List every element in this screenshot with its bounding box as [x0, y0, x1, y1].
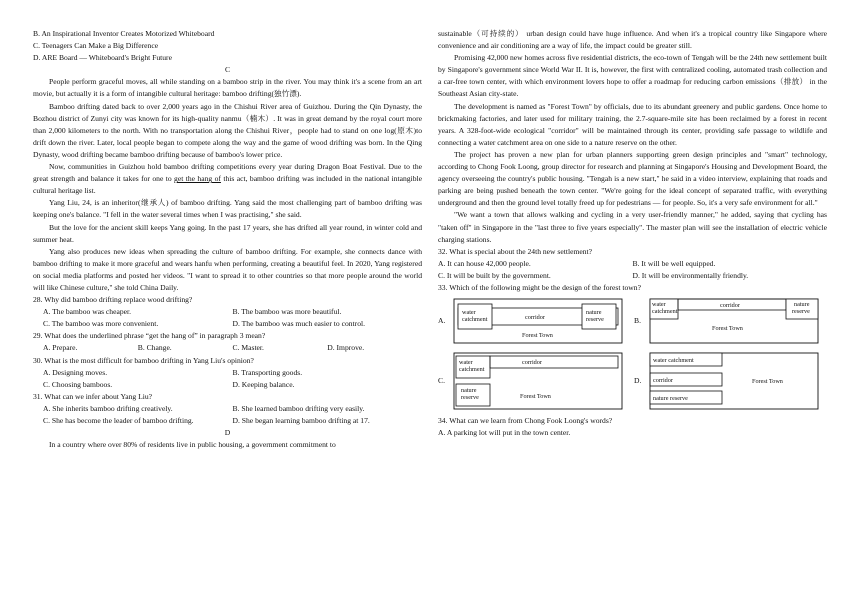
question-29: 29. What does the underlined phrase “get the hang of” in paragraph 3 mean? [33, 331, 266, 341]
left-column [33, 28, 422, 451]
diagram-a-letter: A. [438, 316, 446, 326]
q32-option-a[interactable]: A. It can house 42,000 people. [438, 258, 531, 268]
q30-option-a[interactable]: A. Designing moves. [43, 367, 108, 377]
q28-option-c[interactable]: C. The bamboo was more convenient. [43, 319, 159, 329]
diagram-c-water-label-2: catchment [459, 366, 485, 374]
diagram-b-forest-label: Forest Town [712, 325, 743, 333]
diagram-a-forest-label: Forest Town [522, 332, 553, 340]
passage-d-paragraph-2: Promising 42,000 new homes across five residential districts, the eco-town of Tengah will be the 24th new settlement built by Singapore's government since World War II. It is, however, the first with centralized cooling, automated trash collection and a car-free town center, with which environment lovers hope to offer a roadmap for reducing carbon emissions（排放） in the Southeast Asian city-state. [438, 53, 827, 99]
diagram-d-nature-label: nature reserve [653, 395, 688, 403]
diagram-c-corridor-label: corridor [522, 359, 542, 367]
diagram-b-water-label-1: water [652, 301, 666, 309]
q30-option-b[interactable]: B. Transporting goods. [232, 367, 303, 377]
q30-option-c[interactable]: C. Choosing bamboos. [43, 379, 113, 389]
diagram-b-map [648, 297, 820, 345]
section-d-heading: D [224, 428, 231, 438]
passage-d-paragraph-4: The project has proven a new plan for urban planners supporting green design principles and "smart" technology, according to Chong Fook Loong, group director for research and planning at Singapore's Housing and Development Board, the agency overseeing the country's public housing. "Tengah is a new start," he said in a video interview, explaining that roads and parking are being pushed beneath the town center. "We're going for the ideal concept of separated traffic, with everything underground and then the ground level totally freed up for pedestrians — for people. So, it's a very safe environment for all." [438, 149, 827, 208]
q29-option-b[interactable]: B. Change. [137, 343, 172, 353]
diagram-b-corridor-label: corridor [720, 302, 740, 310]
diagram-c-water-label-1: water [459, 359, 473, 367]
passage-c-paragraph-4: Yang Liu, 24, is an inheritor(继承人) of bamboo drifting. Yang said the most challenging part of bamboo drifting was keeping one's balance. "I fell in the water several times when I was practising," she said. [33, 198, 422, 220]
diagram-d-corridor-label: corridor [653, 377, 673, 385]
diagram-a-corridor-label: corridor [525, 314, 545, 322]
diagram-option-a[interactable] [438, 297, 626, 345]
question-29-options [33, 342, 422, 354]
diagram-d-forest-label: Forest Town [752, 378, 783, 386]
previous-option-b: B. An Inspirational Inventor Creates Motorized Whiteboard [33, 29, 215, 38]
passage-c-paragraph-1: People perform graceful moves, all while standing on a bamboo strip in the river. You may think it's a scene from an art movie, but actually it is a form of intangible cultural heritage: bamboo drifting(独竹漂). [33, 77, 422, 99]
question-28: 28. Why did bamboo drifting replace wood drifting? [33, 295, 193, 305]
passage-d-paragraph-1: In a country where over 80% of residents live in public housing, a government commitment to [49, 440, 336, 450]
question-28-options [33, 306, 422, 330]
q31-option-a[interactable]: A. She inherits bamboo drifting creatively. [43, 403, 173, 413]
underlined-phrase: get the hang of [174, 174, 221, 184]
diagram-option-b[interactable] [634, 297, 822, 345]
q28-option-d[interactable]: D. The bamboo was much easier to control. [232, 319, 366, 329]
diagram-c-forest-label: Forest Town [520, 393, 551, 401]
q32-option-d[interactable]: D. It will be environmentally friendly. [632, 270, 749, 280]
q31-option-b[interactable]: B. She learned bamboo drifting very easily. [232, 403, 365, 413]
passage-c-paragraph-5: But the love for the ancient skill keeps Yang going. In the past 17 years, she has drifted all year round, in winter cold and summer heat. [33, 222, 422, 244]
diagram-b-nature-label-2: reserve [792, 308, 810, 316]
passage-c-paragraph-3 [33, 161, 422, 197]
diagram-b-nature-label-1: nature [794, 301, 810, 309]
diagram-c-nature-label-1: nature [461, 387, 477, 395]
section-c-heading: C [224, 65, 231, 75]
diagram-d-letter: D. [634, 376, 642, 386]
passage-d-paragraph-1-continued: sustainable（可持续的） urban design could have huge influence. And when it's a tropical country like Singapore where convenience and air conditioning are a way of life, the impact could be greater still. [438, 29, 827, 51]
question-31: 31. What can we infer about Yang Liu? [33, 391, 153, 401]
diagram-c-nature-label-2: reserve [461, 394, 479, 402]
question-32: 32. What is special about the 24th new settlement? [438, 246, 593, 256]
q29-option-a[interactable]: A. Prepare. [43, 343, 78, 353]
paragraph-3-text-a: Now, communities in Guizhou hold bamboo drifting competitions every year during Dragon Boat Festival. Due to the great strength and balance it takes for one to [33, 162, 422, 184]
diagram-a-map [452, 297, 624, 345]
q32-option-b[interactable]: B. It will be well equipped. [632, 258, 716, 268]
question-33-diagrams [438, 297, 827, 411]
diagram-option-d[interactable] [634, 351, 822, 411]
diagram-a-nature-label-1: nature [586, 309, 602, 317]
question-34: 34. What can we learn from Chong Fook Loong's words? [438, 416, 613, 426]
paragraph-3-text-b: this act, bamboo drifting was included in the national intangible cultural heritage list. [33, 174, 422, 196]
diagram-a-nature-label-2: reserve [586, 316, 604, 324]
q28-option-b[interactable]: B. The bamboo was more beautiful. [232, 307, 342, 317]
diagram-a-water-label-1: water [462, 309, 476, 317]
passage-c-paragraph-6: Yang also produces new ideas when spreading the culture of bamboo drifting. For example, she connects dance with bamboo drifting to make it more graceful and wears hanfu when performing, creating a beautiful feel. In 2020, Yang registered on social media platforms and posted her videos. "I want to spread it to other countries so that more people around the world will like Chinese culture," she told China Daily. [33, 246, 422, 292]
previous-option-c: C. Teenagers Can Make a Big Difference [33, 41, 159, 51]
question-31-options [33, 403, 422, 427]
q30-option-d[interactable]: D. Keeping balance. [232, 379, 295, 389]
diagram-option-c[interactable] [438, 351, 626, 411]
q29-option-c[interactable]: C. Master. [232, 343, 264, 353]
diagram-d-map [648, 351, 820, 411]
q34-option-a[interactable]: A. A parking lot will put in the town center. [438, 428, 571, 438]
diagram-d-water-label: water catchment [653, 357, 694, 365]
passage-d-paragraph-5: "We want a town that allows walking and cycling in a very user-friendly manner," he added, saying that cycling has "taken off" in Singapore in the "last three to five years especially". The master plan will see the installation of electric vehicle charging stations. [438, 210, 827, 244]
previous-option-d: D. ARE Board — Whiteboard's Bright Future [33, 53, 172, 63]
question-33: 33. Which of the following might be the design of the forest town? [438, 282, 641, 292]
q31-option-c[interactable]: C. She has become the leader of bamboo drifting. [43, 416, 194, 425]
q32-option-c[interactable]: C. It will be built by the government. [438, 270, 551, 280]
diagram-c-map [452, 351, 624, 411]
diagram-c-corridor-band [490, 356, 618, 368]
diagram-b-water-label-2: catchment [652, 308, 678, 316]
diagram-a-water-label-2: catchment [462, 316, 488, 324]
question-30: 30. What is the most difficult for bamboo drifting in Yang Liu's opinion? [33, 355, 254, 365]
q31-option-d[interactable]: D. She began learning bamboo drifting at 17. [232, 416, 370, 425]
question-32-options [438, 258, 827, 282]
right-column [438, 28, 827, 439]
passage-d-paragraph-3: The development is named as "Forest Town" by officials, due to its abundant greenery and public gardens. Once home to brickmaking factories, and later used for military training, the 2.7-square-mile site has been reclaimed by a forest in recent years. A 328-foot-wide ecological "corridor" will be maintained through its center, providing safe passage to wildlife and connecting a water catchment area on one side to a nature reserve on the other. [438, 101, 827, 147]
diagram-c-letter: C. [438, 376, 445, 386]
passage-c-paragraph-2: Bamboo drifting dated back to over 2,000 years ago in the Chishui River area of Guizhou. During the Qin Dynasty, the Bozhou district of Zunyi city was known for its high-quality nanmu（楠木）. It was in great demand by the royal court more than 2,000 kilometers to the north. With no transportation along the Chishui River，people had to stand on one log(原木)to drift down the river. Later, local people began to compete along the way and the game of wood drifting was born. In the Qing Dynasty, wood drifting became bamboo drifting because of bamboo's lower price. [33, 101, 422, 159]
question-30-options [33, 367, 422, 391]
q29-option-d[interactable]: D. Improve. [327, 343, 365, 353]
diagram-b-letter: B. [634, 316, 641, 326]
q28-option-a[interactable]: A. The bamboo was cheaper. [43, 307, 132, 317]
